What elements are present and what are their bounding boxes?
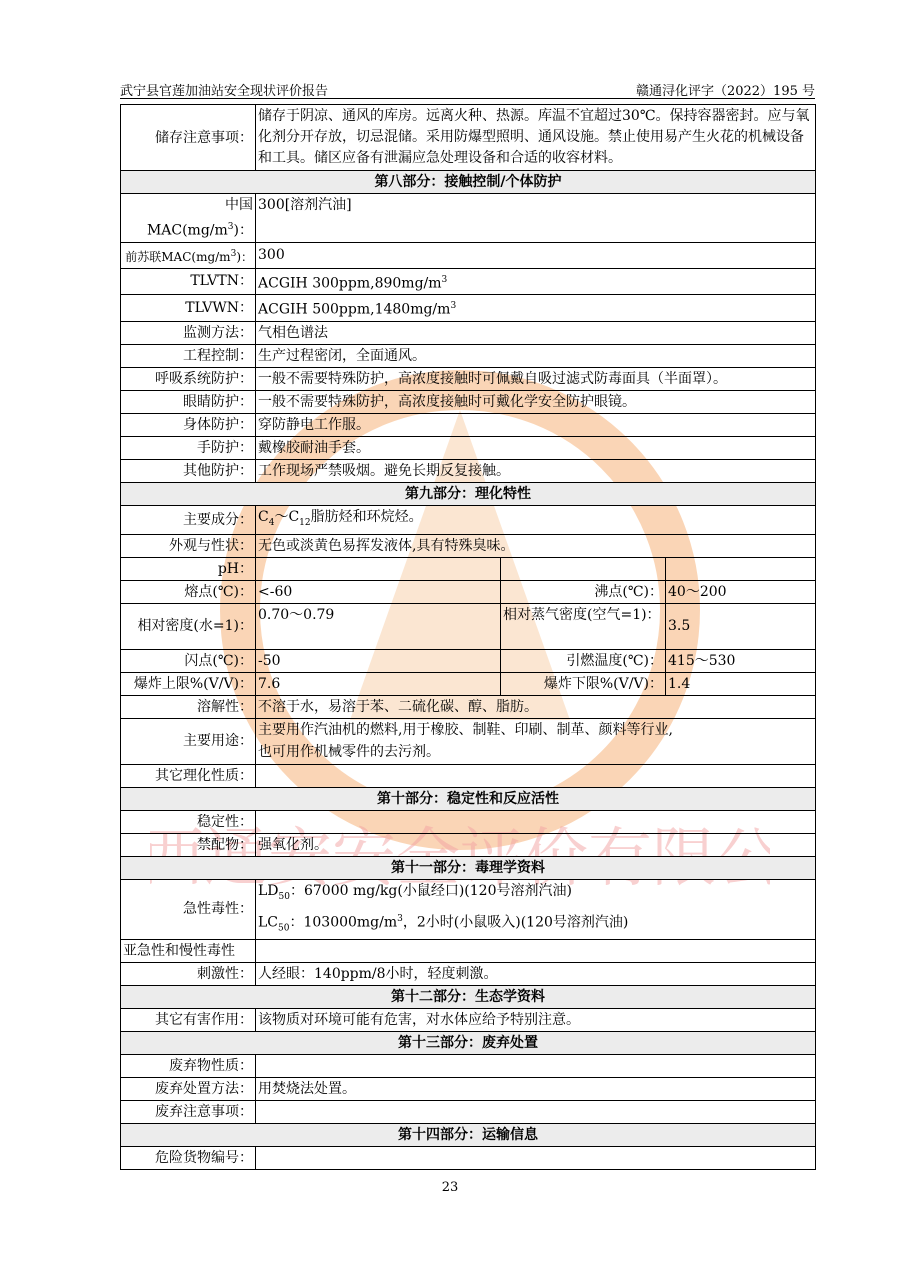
row-uses bbox=[121, 718, 816, 764]
row-tlvwn bbox=[121, 295, 816, 322]
label-hands: 手防护： bbox=[121, 436, 256, 459]
row-solubility bbox=[121, 695, 816, 718]
row-other bbox=[121, 459, 816, 482]
value-boiling: 40～200 bbox=[666, 580, 816, 603]
row-melting-boiling bbox=[121, 580, 816, 603]
section-12-title: 第十二部分：生态学资料 bbox=[121, 986, 816, 1009]
label-mac-su: 前苏联$MAC(mg/m^3)$： bbox=[121, 242, 256, 268]
section-14-title: 第十四部分：运输信息 bbox=[121, 1124, 816, 1147]
value-stability bbox=[256, 810, 816, 833]
label-irritation: 刺激性： bbox=[121, 963, 256, 986]
value-flash: -50 bbox=[256, 649, 501, 672]
row-monitor bbox=[121, 321, 816, 344]
row-waste-nature bbox=[121, 1055, 816, 1078]
value-body: 穿防静电工作服。 bbox=[256, 413, 816, 436]
row-engineering bbox=[121, 344, 816, 367]
row-tlvtn bbox=[121, 268, 816, 295]
value-waste-note bbox=[256, 1101, 816, 1124]
label-subacute: 亚急性和慢性毒性 bbox=[121, 940, 256, 963]
row-eyes bbox=[121, 390, 816, 413]
label-engineering: 工程控制： bbox=[121, 344, 256, 367]
label-otherphys: 其它理化性质： bbox=[121, 764, 256, 787]
value-respiratory: 一般不需要特殊防护，高浓度接触时可佩戴自吸过滤式防毒面具（半面罩）。 bbox=[256, 367, 816, 390]
row-body bbox=[121, 413, 816, 436]
value-acute: $LD_{50}$：67000 mg/kg(小鼠经口)(120号溶剂汽油) $LC_{50}$：$103000mg/m^3$，2小时(小鼠吸入)(120号溶剂汽油) bbox=[256, 879, 816, 939]
label-boiling: 沸点(℃)： bbox=[501, 580, 666, 603]
section-13-title: 第十三部分：废弃处置 bbox=[121, 1032, 816, 1055]
value-ignition: 415～530 bbox=[666, 649, 816, 672]
label-density: 相对密度(水=1)： bbox=[121, 603, 256, 649]
value-eyes: 一般不需要特殊防护，高浓度接触时可戴化学安全防护眼镜。 bbox=[256, 390, 816, 413]
value-other: 工作现场严禁吸烟。避免长期反复接触。 bbox=[256, 459, 816, 482]
row-composition bbox=[121, 505, 816, 534]
label-tlvtn: TLVTN： bbox=[121, 268, 256, 295]
value-otherphys bbox=[256, 764, 816, 787]
value-waste-nature bbox=[256, 1055, 816, 1078]
row-irritation bbox=[121, 963, 816, 986]
value-storage: 储存于阴凉、通风的库房。远离火种、热源。库温不宜超过30℃。保持容器密封。应与氧化剂分开存放，切忌混储。采用防爆型照明、通风设施。禁止使用易产生火花的机械设备和工具。储区应备有泄漏应急处理设备和合适的收容材料。 bbox=[256, 105, 816, 171]
row-waste-method bbox=[121, 1078, 816, 1101]
header-report-number: 赣通浔化评字（2022）195 号 bbox=[635, 84, 815, 99]
value-mac-su: 300 bbox=[256, 242, 816, 268]
value-density: 0.70～0.79 bbox=[256, 603, 501, 649]
section-11-title: 第十一部分：毒理学资料 bbox=[121, 856, 816, 879]
label-storage: 储存注意事项： bbox=[121, 105, 256, 171]
label-upper: 爆炸上限%(V/V)： bbox=[121, 672, 256, 695]
value-eco: 该物质对环境可能有危害，对水体应给予特别注意。 bbox=[256, 1009, 816, 1032]
row-respiratory bbox=[121, 367, 816, 390]
label-monitor: 监测方法： bbox=[121, 321, 256, 344]
row-mac-cn bbox=[121, 194, 816, 243]
label-lower: 爆炸下限%(V/V)： bbox=[501, 672, 666, 695]
label-solubility: 溶解性： bbox=[121, 695, 256, 718]
header-title: 武宁县官莲加油站安全现状评价报告 bbox=[120, 84, 329, 99]
page-header bbox=[120, 78, 815, 99]
section-8-title: 第八部分：接触控制/个体防护 bbox=[121, 171, 816, 194]
label-composition: 主要成分： bbox=[121, 505, 256, 534]
label-tlvwn: TLVWN： bbox=[121, 295, 256, 322]
row-ph bbox=[121, 557, 816, 580]
value-irritation: 人经眼：140ppm/8小时，轻度刺激。 bbox=[256, 963, 816, 986]
value-dg-number bbox=[256, 1147, 816, 1170]
value-hands: 戴橡胶耐油手套。 bbox=[256, 436, 816, 459]
row-waste-note bbox=[121, 1101, 816, 1124]
row-otherphys bbox=[121, 764, 816, 787]
row-mac-su bbox=[121, 242, 816, 268]
value-upper: 7.6 bbox=[256, 672, 501, 695]
value-lower: 1.4 bbox=[666, 672, 816, 695]
value-appearance: 无色或淡黄色易挥发液体,具有特殊臭味。 bbox=[256, 534, 816, 557]
row-hands bbox=[121, 436, 816, 459]
label-stability: 稳定性： bbox=[121, 810, 256, 833]
label-ignition: 引燃温度(℃)： bbox=[501, 649, 666, 672]
value-incompat: 强氧化剂。 bbox=[256, 833, 816, 856]
label-waste-nature: 废弃物性质： bbox=[121, 1055, 256, 1078]
value-uses: 主要用作汽油机的燃料,用于橡胶、制鞋、印刷、制革、颜料等行业, 也可用作机械零件的去污剂。 bbox=[256, 718, 816, 764]
value-melting: <-60 bbox=[256, 580, 501, 603]
label-ph: pH： bbox=[121, 557, 256, 580]
label-appearance: 外观与性状： bbox=[121, 534, 256, 557]
label-mac-cn: 中国$MAC(mg/m^3)$： bbox=[121, 194, 256, 243]
row-dg-number bbox=[121, 1147, 816, 1170]
label-other: 其他防护： bbox=[121, 459, 256, 482]
value-monitor: 气相色谱法 bbox=[256, 321, 816, 344]
value-composition: $C_4\sim C_{12}$脂肪烃和环烷烃。 bbox=[256, 505, 816, 534]
row-incompat bbox=[121, 833, 816, 856]
value-tlvwn: ACGIH $500ppm,1480mg/m^3$ bbox=[256, 295, 816, 322]
value-tlvtn: ACGIH $300ppm,890mg/m^3$ bbox=[256, 268, 816, 295]
row-appearance bbox=[121, 534, 816, 557]
row-explosion-limits bbox=[121, 672, 816, 695]
label-flash: 闪点(℃)： bbox=[121, 649, 256, 672]
label-incompat: 禁配物： bbox=[121, 833, 256, 856]
label-waste-method: 废弃处置方法： bbox=[121, 1078, 256, 1101]
value-ph bbox=[256, 557, 501, 580]
label-dg-number: 危险货物编号： bbox=[121, 1147, 256, 1170]
value-mac-cn: 300[溶剂汽油] bbox=[256, 194, 816, 243]
row-subacute bbox=[121, 940, 816, 963]
label-acute: 急性毒性： bbox=[121, 879, 256, 939]
value-vapor: 3.5 bbox=[666, 603, 816, 649]
value-waste-method: 用焚烧法处置。 bbox=[256, 1078, 816, 1101]
msds-table bbox=[120, 104, 816, 1170]
page-number: 23 bbox=[441, 1180, 459, 1195]
value-subacute bbox=[256, 940, 816, 963]
row-storage bbox=[121, 105, 816, 171]
label-respiratory: 呼吸系统防护： bbox=[121, 367, 256, 390]
label-melting: 熔点(℃)： bbox=[121, 580, 256, 603]
label-eco: 其它有害作用： bbox=[121, 1009, 256, 1032]
value-solubility: 不溶于水，易溶于苯、二硫化碳、醇、脂肪。 bbox=[256, 695, 816, 718]
row-acute bbox=[121, 879, 816, 939]
section-9-title: 第九部分：理化特性 bbox=[121, 482, 816, 505]
label-vapor: 相对蒸气密度(空气=1)： bbox=[501, 603, 666, 649]
row-density bbox=[121, 603, 816, 649]
label-waste-note: 废弃注意事项： bbox=[121, 1101, 256, 1124]
label-eyes: 眼睛防护： bbox=[121, 390, 256, 413]
label-body: 身体防护： bbox=[121, 413, 256, 436]
row-eco bbox=[121, 1009, 816, 1032]
value-engineering: 生产过程密闭，全面通风。 bbox=[256, 344, 816, 367]
section-10-title: 第十部分：稳定性和反应活性 bbox=[121, 787, 816, 810]
row-flash-ignition bbox=[121, 649, 816, 672]
label-uses: 主要用途： bbox=[121, 718, 256, 764]
row-stability bbox=[121, 810, 816, 833]
